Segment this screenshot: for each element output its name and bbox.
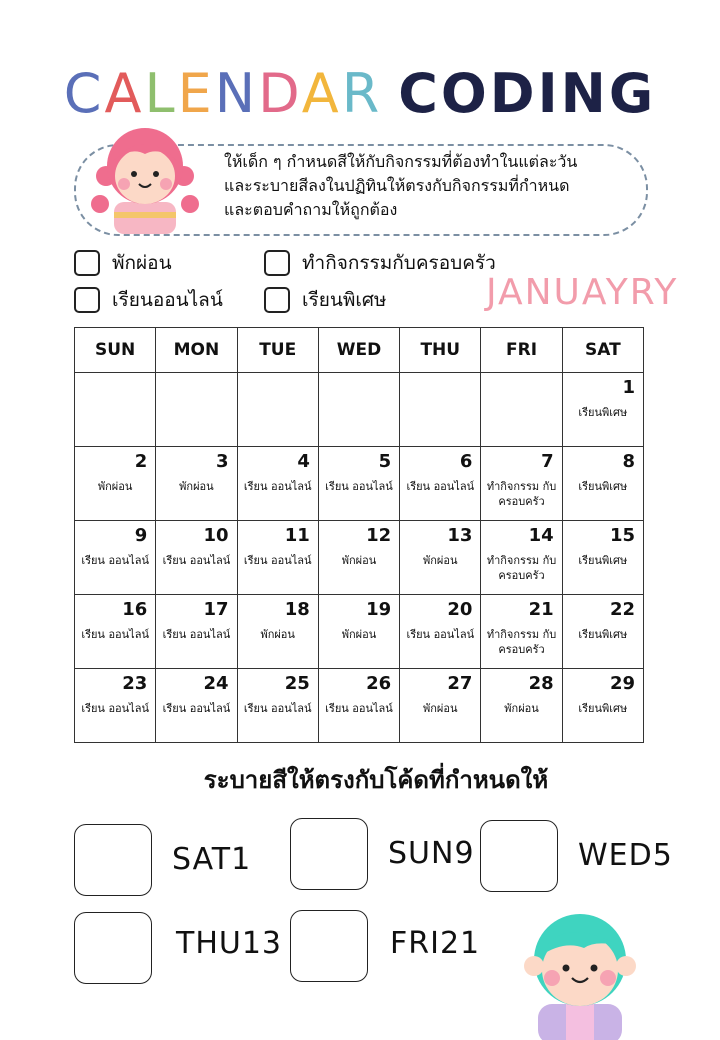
instruction-line-3: และตอบคำถามให้ถูกต้อง	[224, 200, 398, 219]
day-activity: เรียน ออนไลน์	[81, 628, 149, 641]
calendar-day-cell[interactable]	[156, 669, 237, 743]
calendar-day-cell[interactable]	[400, 521, 481, 595]
weekday-fri: FRI	[481, 328, 562, 373]
day-number: 20	[447, 599, 473, 620]
legend-checkbox-rest[interactable]	[74, 250, 100, 276]
day-number: 7	[541, 451, 554, 472]
calendar-day-cell[interactable]	[75, 373, 156, 447]
code-box-sun9[interactable]	[290, 818, 368, 890]
day-number: 14	[528, 525, 554, 546]
day-number: 29	[609, 673, 635, 694]
title-letter: L	[144, 62, 178, 125]
day-number: 22	[609, 599, 635, 620]
day-number: 11	[284, 525, 310, 546]
day-number: 23	[122, 673, 148, 694]
calendar-day-cell[interactable]	[400, 447, 481, 521]
calendar-day-cell[interactable]	[237, 595, 318, 669]
calendar-day-cell[interactable]	[237, 373, 318, 447]
day-number: 10	[203, 525, 229, 546]
day-number: 15	[609, 525, 635, 546]
calendar-day-cell[interactable]	[318, 669, 399, 743]
calendar-day-cell[interactable]	[562, 373, 643, 447]
month-label: JANUAYRY	[486, 272, 679, 313]
day-number: 19	[366, 599, 392, 620]
calendar-day-cell[interactable]	[75, 595, 156, 669]
day-activity: เรียน ออนไลน์	[162, 628, 231, 641]
title-letter: R	[341, 62, 383, 125]
legend-label-tutoring: เรียนพิเศษ	[302, 289, 387, 311]
code-box-thu13[interactable]	[74, 912, 152, 984]
calendar-week-row	[75, 373, 644, 447]
day-activity: เรียน ออนไลน์	[325, 702, 393, 715]
calendar-day-cell[interactable]	[318, 595, 399, 669]
calendar-day-cell[interactable]	[75, 669, 156, 743]
weekday-tue: TUE	[237, 328, 318, 373]
day-number: 24	[203, 673, 229, 694]
calendar-day-cell[interactable]	[75, 447, 156, 521]
calendar-week-row	[75, 669, 644, 743]
day-activity: เรียน ออนไลน์	[406, 480, 475, 493]
calendar-day-cell[interactable]	[156, 447, 237, 521]
calendar-day-cell[interactable]	[318, 373, 399, 447]
day-number: 13	[447, 525, 473, 546]
weekday-header-row	[75, 328, 644, 373]
weekday-thu: THU	[400, 328, 481, 373]
code-label-fri21: FRI21	[390, 926, 481, 961]
calendar-day-cell[interactable]	[237, 669, 318, 743]
calendar-day-cell[interactable]	[562, 595, 643, 669]
code-label-wed5: WED5	[578, 838, 673, 873]
title-letter: C	[63, 62, 105, 125]
day-activity: ทำกิจกรรม กับครอบครัว	[486, 480, 557, 508]
day-number: 4	[297, 451, 310, 472]
day-activity: เรียน ออนไลน์	[243, 554, 312, 567]
day-activity: เรียน ออนไลน์	[325, 480, 393, 493]
day-activity: พักผ่อน	[179, 480, 214, 493]
day-activity: เรียน ออนไลน์	[243, 480, 312, 493]
day-activity: เรียน ออนไลน์	[406, 628, 475, 641]
day-activity: พักผ่อน	[504, 702, 539, 715]
coloring-instruction: ระบายสีให้ตรงกับโค้ดที่กำหนดให้	[203, 766, 549, 794]
calendar-day-cell[interactable]	[156, 373, 237, 447]
calendar-day-cell[interactable]	[237, 521, 318, 595]
girl-illustration	[90, 116, 200, 234]
day-activity: เรียนพิเศษ	[578, 628, 628, 641]
calendar-day-cell[interactable]	[318, 521, 399, 595]
day-activity: พักผ่อน	[423, 702, 458, 715]
legend-checkbox-family[interactable]	[264, 250, 290, 276]
day-activity: พักผ่อน	[341, 554, 377, 567]
day-number: 18	[284, 599, 310, 620]
day-activity: พักผ่อน	[260, 628, 295, 641]
calendar-week-row	[75, 595, 644, 669]
calendar-week-row	[75, 521, 644, 595]
calendar-day-cell[interactable]	[562, 447, 643, 521]
day-activity: พักผ่อน	[341, 628, 377, 641]
day-number: 21	[528, 599, 554, 620]
day-number: 17	[203, 599, 229, 620]
boy-illustration	[520, 900, 640, 1040]
day-activity: เรียน ออนไลน์	[243, 702, 312, 715]
calendar-day-cell[interactable]	[75, 521, 156, 595]
title-word-coding: CODING	[398, 62, 657, 125]
weekday-wed: WED	[318, 328, 399, 373]
calendar-table	[74, 327, 644, 743]
calendar-day-cell[interactable]	[562, 521, 643, 595]
day-activity: เรียน ออนไลน์	[81, 554, 149, 567]
day-number: 28	[528, 673, 554, 694]
day-activity: เรียนพิเศษ	[578, 702, 628, 715]
day-activity: พักผ่อน	[97, 480, 133, 493]
day-activity: ทำกิจกรรม กับครอบครัว	[486, 628, 557, 656]
code-label-thu13: THU13	[176, 926, 283, 961]
code-box-fri21[interactable]	[290, 910, 368, 982]
calendar-day-cell[interactable]	[318, 447, 399, 521]
day-activity: เรียน ออนไลน์	[81, 702, 149, 715]
calendar-day-cell[interactable]	[156, 521, 237, 595]
instruction-text	[224, 150, 644, 222]
title-letter: A	[301, 62, 342, 125]
calendar-day-cell[interactable]	[481, 521, 562, 595]
day-number: 6	[459, 451, 473, 472]
day-activity: เรียน ออนไลน์	[162, 702, 231, 715]
legend-rest	[74, 248, 172, 278]
code-label-sun9: SUN9	[388, 836, 475, 871]
title-letter: D	[258, 62, 302, 125]
title-letter: E	[177, 62, 215, 125]
legend-family	[264, 248, 496, 278]
calendar-week-row	[75, 447, 644, 521]
day-number: 3	[216, 451, 229, 472]
calendar-day-cell[interactable]	[481, 373, 562, 447]
weekday-sat: SAT	[562, 328, 643, 373]
calendar-day-cell[interactable]	[237, 447, 318, 521]
legend-tutoring	[264, 285, 386, 315]
legend-label-rest: พักผ่อน	[112, 252, 172, 274]
instruction-line-1: ให้เด็ก ๆ กำหนดสีให้กับกิจกรรมที่ต้องทำในแต่ละวัน	[224, 152, 578, 171]
title-letter: A	[104, 62, 145, 125]
calendar-day-cell[interactable]	[400, 373, 481, 447]
instruction-line-2: และระบายสีลงในปฏิทินให้ตรงกับกิจกรรมที่กำหนด	[224, 176, 570, 195]
day-activity: พักผ่อน	[423, 554, 458, 567]
weekday-sun: SUN	[75, 328, 156, 373]
calendar-day-cell[interactable]	[481, 447, 562, 521]
legend-checkbox-tutoring[interactable]	[264, 287, 290, 313]
day-number: 2	[134, 451, 148, 472]
calendar-day-cell[interactable]	[481, 669, 562, 743]
calendar-day-cell[interactable]	[481, 595, 562, 669]
title-letter: N	[214, 62, 259, 125]
calendar-day-cell[interactable]	[156, 595, 237, 669]
day-number: 25	[284, 673, 310, 694]
day-number: 12	[366, 525, 392, 546]
day-activity: เรียนพิเศษ	[578, 406, 628, 419]
day-number: 9	[134, 525, 148, 546]
day-activity: เรียน ออนไลน์	[162, 554, 231, 567]
calendar-day-cell[interactable]	[562, 669, 643, 743]
day-activity: เรียนพิเศษ	[578, 554, 628, 567]
day-number: 5	[378, 451, 392, 472]
legend-label-family: ทำกิจกรรมกับครอบครัว	[302, 252, 496, 274]
day-number: 1	[622, 377, 635, 398]
day-number: 16	[122, 599, 148, 620]
code-label-sat1: SAT1	[172, 842, 252, 877]
weekday-mon: MON	[156, 328, 237, 373]
calendar-day-cell[interactable]	[400, 595, 481, 669]
day-number: 8	[622, 451, 635, 472]
code-box-sat1[interactable]	[74, 824, 152, 896]
day-number: 26	[366, 673, 392, 694]
legend-checkbox-online[interactable]	[74, 287, 100, 313]
day-number: 27	[447, 673, 473, 694]
code-box-wed5[interactable]	[480, 820, 558, 892]
legend-online	[74, 285, 223, 315]
legend-label-online: เรียนออนไลน์	[112, 289, 223, 311]
calendar-day-cell[interactable]	[400, 669, 481, 743]
day-activity: ทำกิจกรรม กับครอบครัว	[486, 554, 557, 582]
day-activity: เรียนพิเศษ	[578, 480, 628, 493]
